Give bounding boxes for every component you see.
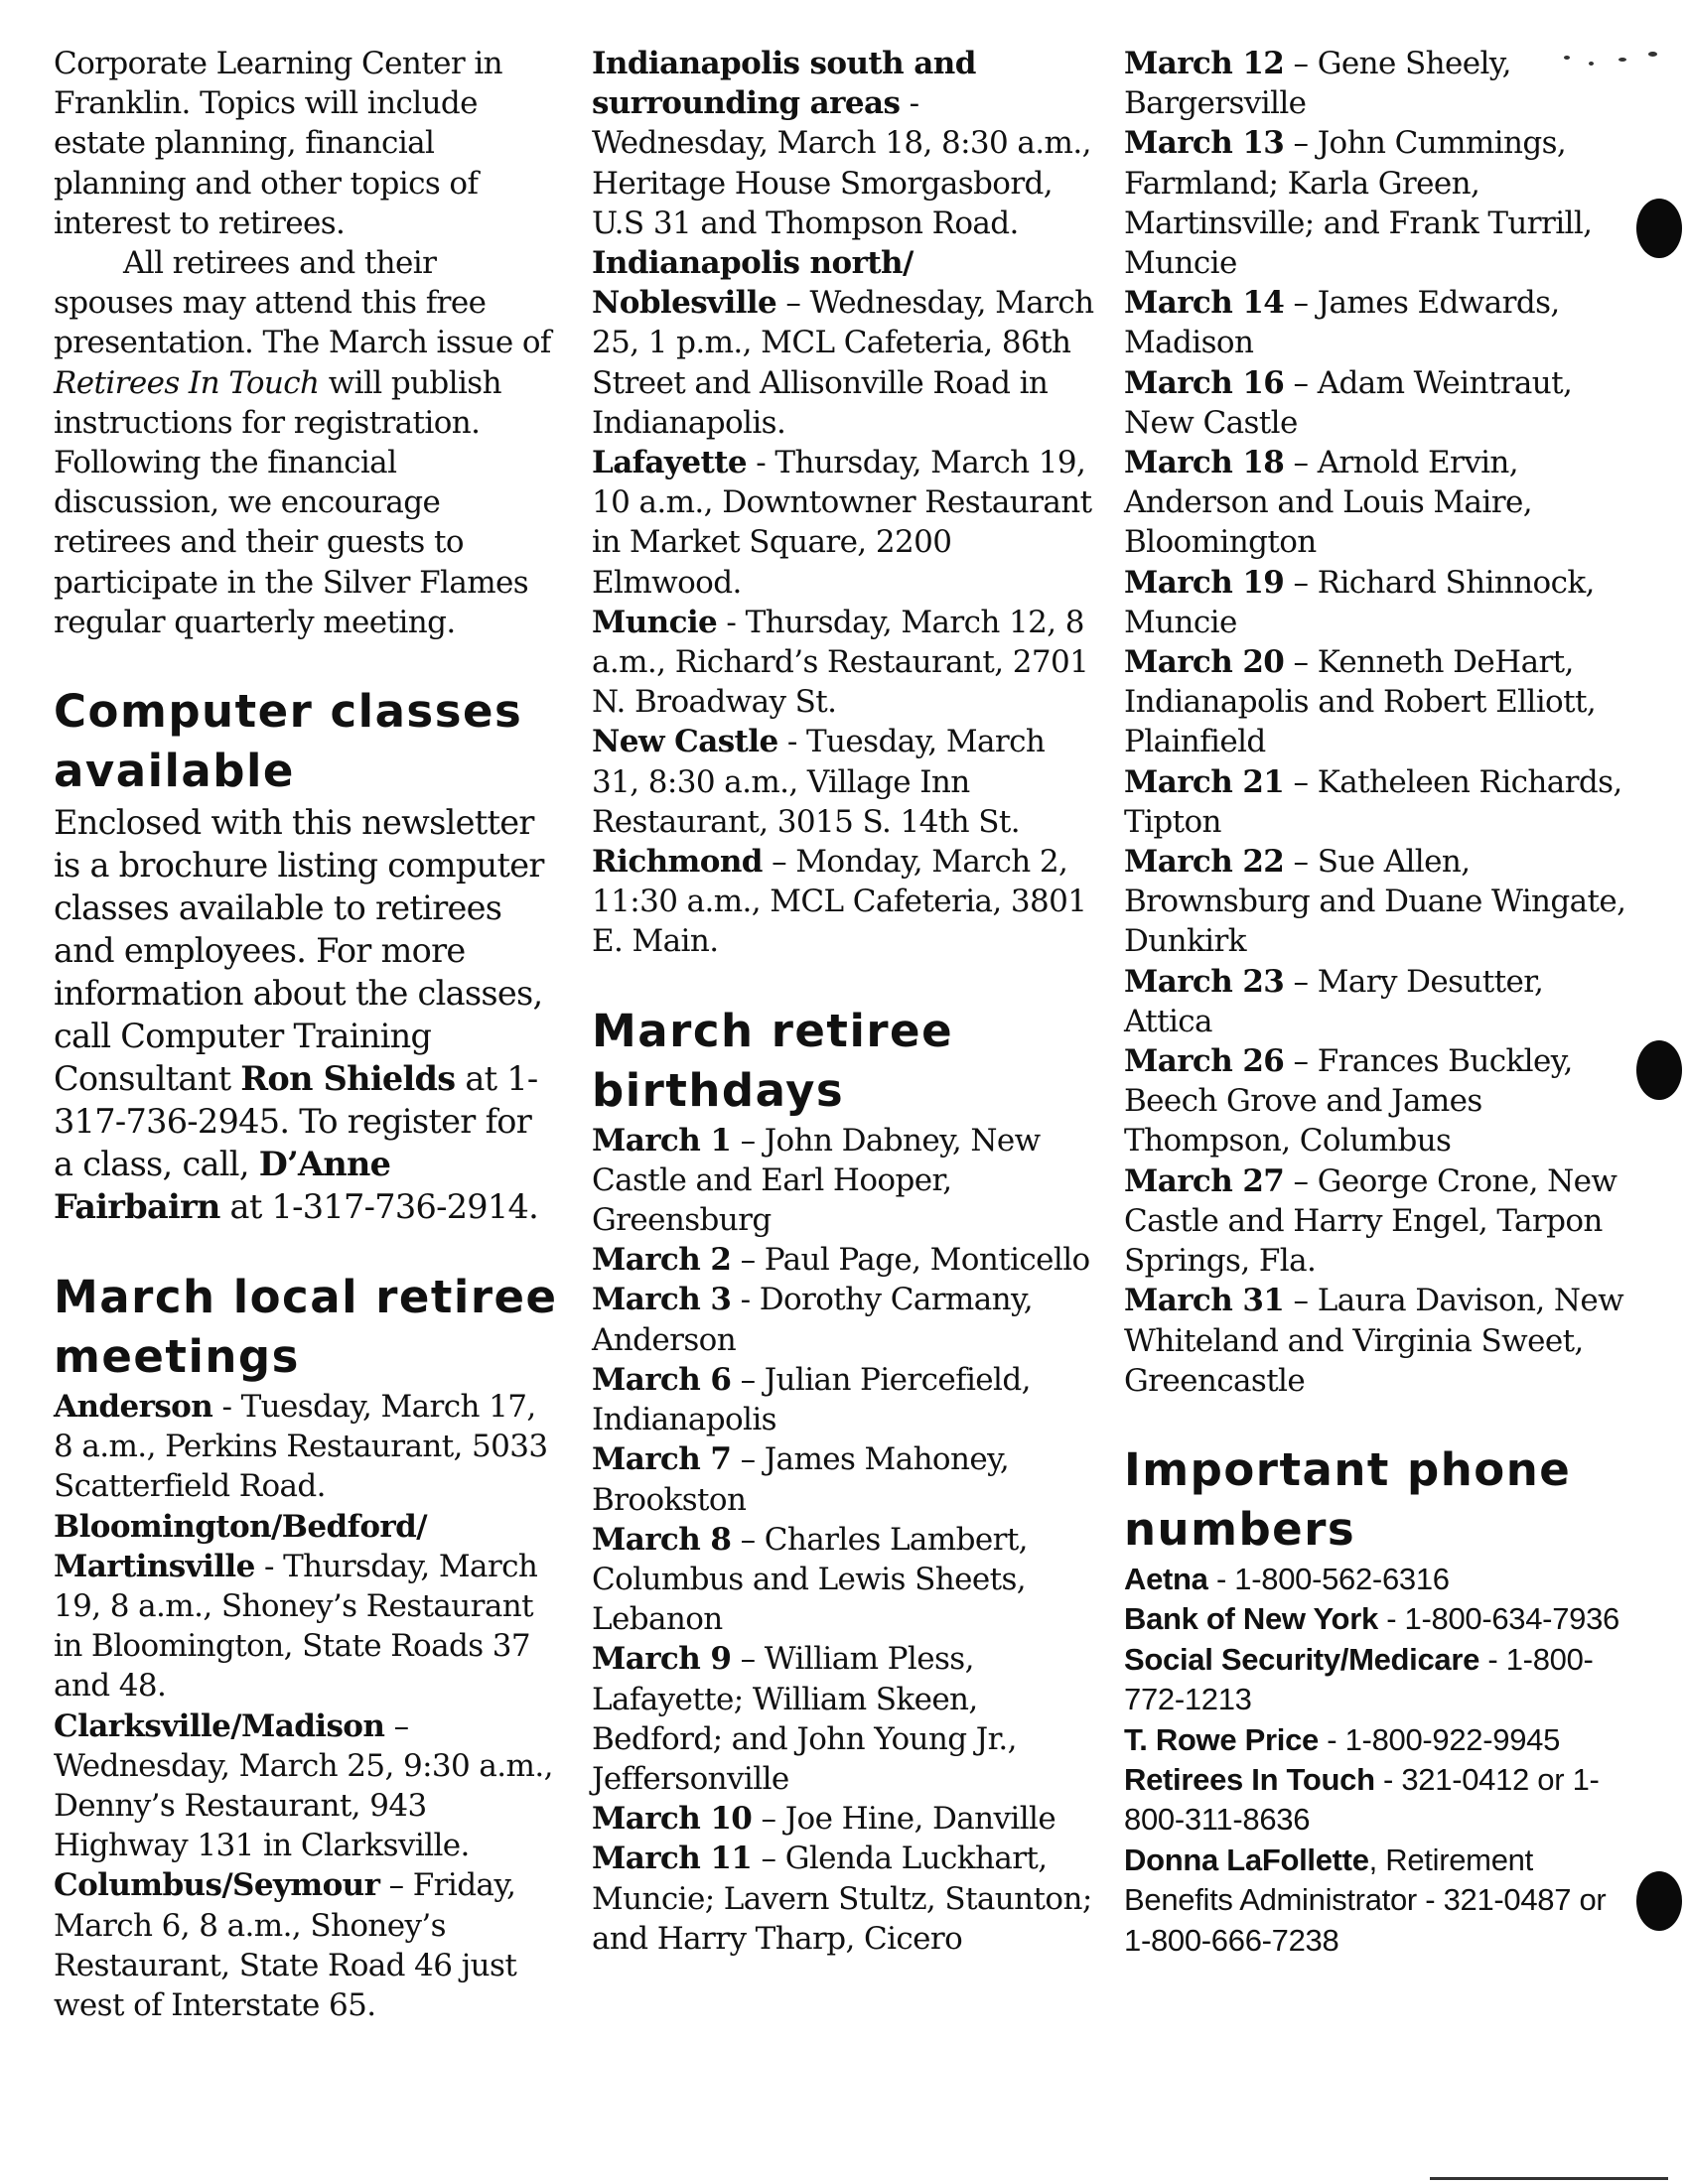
birthday-date: March 2 xyxy=(592,1242,732,1279)
birthday-sep: – xyxy=(1284,285,1318,322)
meeting-sep: - xyxy=(777,724,806,760)
birthday-entry xyxy=(592,1799,1098,1839)
meeting-details: Wednesday, March 25, 9:30 a.m., Denny’s Restaurant, 943 Highway 131 in Clarksville. xyxy=(54,1747,553,1864)
birthdays-heading: March retiree birthdays xyxy=(592,1004,954,1117)
birthday-date: March 26 xyxy=(1124,1043,1285,1080)
birthday-sep: – xyxy=(1284,564,1318,601)
birthday-sep: – xyxy=(1284,844,1318,881)
meeting-place: Columbus/Seymour xyxy=(54,1867,380,1904)
meetings-list-left xyxy=(54,1387,560,2025)
intro-paragraph: Corporate Learning Center in Franklin. Topics will include estate planning, financial planning and other topics of interest to retirees. xyxy=(54,46,503,241)
birthday-names: Sue Allen, Brownsburg and Duane Wingate, Dunkirk xyxy=(1124,844,1626,960)
meeting-place: Clarksville/Madison xyxy=(54,1707,385,1744)
birthdays-list-right xyxy=(1124,44,1640,1401)
birthday-sep: – xyxy=(1284,445,1318,481)
meeting-sep: - xyxy=(747,445,775,481)
birthday-entry xyxy=(1124,1281,1640,1401)
birthday-entry xyxy=(1124,762,1640,842)
birthday-names: Mary Desutter, Attica xyxy=(1124,963,1544,1039)
phone-entry-bank-of-new-york xyxy=(1124,1599,1640,1639)
birthday-names: Julian Piercefield, Indianapolis xyxy=(592,1361,1031,1438)
meeting-entry xyxy=(592,603,1098,723)
birthday-entry xyxy=(1124,962,1640,1041)
meeting-place: Lafayette xyxy=(592,445,748,481)
birthday-date: March 21 xyxy=(1124,763,1285,800)
phone-org: Donna LaFollette xyxy=(1124,1842,1369,1877)
spouses-text-b: will publish instructions for registration. Following the financial discussion, we encourage retirees and their guests to participate in the Silver Flames regular quarterly meeting. xyxy=(54,364,529,640)
birthday-entry xyxy=(592,1121,1098,1241)
meeting-sep: - xyxy=(900,85,919,122)
birthdays-list-middle xyxy=(592,1121,1098,1959)
birthday-date: March 23 xyxy=(1124,963,1285,1000)
phone-number: - 1-800-772-1213 xyxy=(1124,1641,1594,1717)
phone-number: - 1-800-922-9945 xyxy=(1318,1721,1561,1757)
spouses-paragraph xyxy=(54,243,560,642)
birthday-names: Kenneth DeHart, Indianapolis and Robert Elliott, Plainfield xyxy=(1124,644,1597,760)
birthday-entry xyxy=(1124,283,1640,362)
phone-entry-donna-lafollette xyxy=(1124,1841,1640,1961)
birthday-names: Laura Davison, New Whiteland and Virginia Sweet, Greencastle xyxy=(1124,1283,1624,1399)
birthday-entry xyxy=(592,1439,1098,1519)
meeting-sep: - xyxy=(212,1389,241,1426)
meeting-place: Anderson xyxy=(54,1389,213,1426)
newsletter-title-italic: Retirees In Touch xyxy=(54,364,320,401)
punch-hole-middle xyxy=(1636,1040,1682,1100)
meeting-place: Indianapolis north/ Noblesville xyxy=(592,245,914,322)
phone-numbers-heading: Important phone numbers xyxy=(1124,1442,1572,1556)
meeting-sep: - xyxy=(717,604,746,640)
birthday-entry xyxy=(1124,363,1640,443)
birthday-entry xyxy=(1124,842,1640,962)
computer-text-a: Enclosed with this newsletter is a brochure listing computer classes available to retirees and employees. For more information about the classes, call Computer Training Consultant xyxy=(54,803,544,1099)
meeting-entry xyxy=(592,243,1098,443)
meeting-place: New Castle xyxy=(592,724,778,760)
meetings-list-middle xyxy=(592,44,1098,962)
birthday-date: March 11 xyxy=(592,1841,753,1877)
meeting-place: Bloomington/Bedford/ Martinsville xyxy=(54,1508,427,1584)
birthday-entry xyxy=(592,1520,1098,1640)
meeting-entry xyxy=(592,44,1098,243)
phone-org: T. Rowe Price xyxy=(1124,1721,1319,1757)
birthday-sep: – xyxy=(1284,1162,1318,1199)
birthday-names: Frances Buckley, Beech Grove and James Thompson, Columbus xyxy=(1124,1043,1573,1160)
spouses-text-a: All retirees and their spouses may attend this free presentation. The March issue of xyxy=(54,245,551,361)
birthday-sep: – xyxy=(731,1521,765,1558)
phone-org: Bank of New York xyxy=(1124,1601,1378,1637)
phone-number: - 1-800-562-6316 xyxy=(1207,1561,1450,1596)
birthday-date: March 14 xyxy=(1124,285,1285,322)
birthday-date: March 31 xyxy=(1124,1283,1285,1319)
birthday-sep: – xyxy=(1284,125,1318,162)
birthday-sep: – xyxy=(1284,963,1318,1000)
phone-org: Aetna xyxy=(1124,1561,1208,1596)
birthday-date: March 22 xyxy=(1124,844,1285,881)
birthday-sep: – xyxy=(752,1801,785,1838)
meeting-entry xyxy=(592,443,1098,603)
meeting-sep: – xyxy=(776,285,810,322)
column-right xyxy=(1124,44,1640,1961)
birthday-names: Charles Lambert, Columbus and Lewis Sheets, Lebanon xyxy=(592,1521,1028,1638)
meeting-details: Tuesday, March 31, 8:30 a.m., Village Inn Restaurant, 3015 S. 14th St. xyxy=(592,724,1046,840)
birthday-names: Richard Shinnock, Muncie xyxy=(1124,564,1595,640)
birthday-names: Arnold Ervin, Anderson and Louis Maire, Bloomington xyxy=(1124,445,1532,561)
birthday-date: March 1 xyxy=(592,1122,732,1159)
meeting-entry xyxy=(592,842,1098,962)
phone-entry-social-security xyxy=(1124,1640,1640,1720)
computer-classes-paragraph xyxy=(54,801,560,1228)
birthday-names: Katheleen Richards, Tipton xyxy=(1124,763,1622,840)
meeting-details: Wednesday, March 18, 8:30 a.m., Heritage House Smorgasbord, U.S 31 and Thompson Road. xyxy=(592,125,1091,241)
scan-edge-line xyxy=(1430,2177,1668,2180)
birthday-entry xyxy=(1124,443,1640,563)
birthday-date: March 3 xyxy=(592,1282,732,1318)
birthday-names: Gene Sheely, Bargersville xyxy=(1124,46,1511,122)
local-meetings-heading: March local retiree meetings xyxy=(54,1271,558,1384)
meeting-entry xyxy=(592,722,1098,842)
meeting-details: Thursday, March 19, 8 a.m., Shoney’s Restaurant in Bloomington, State Roads 37 and 48. xyxy=(54,1548,538,1705)
birthday-date: March 7 xyxy=(592,1441,732,1478)
birthday-sep: – xyxy=(1284,763,1318,800)
meeting-details: Thursday, March 19, 10 a.m., Downtowner Restaurant in Market Square, 2200 Elmwood. xyxy=(592,445,1092,601)
birthday-entry xyxy=(1124,642,1640,762)
meeting-sep: – xyxy=(384,1707,409,1744)
meeting-details: Wednesday, March 25, 1 p.m., MCL Cafeteria, 86th Street and Allisonville Road in Indianapolis. xyxy=(592,285,1094,441)
birthday-entry xyxy=(592,1839,1098,1959)
birthday-sep: - xyxy=(731,1282,760,1318)
birthday-names: Dorothy Carmany, Anderson xyxy=(592,1282,1034,1358)
scan-speck xyxy=(1564,56,1570,60)
birthday-entry xyxy=(1124,563,1640,642)
meeting-entry xyxy=(54,1507,560,1706)
phone-number: , Retirement Benefits Administrator - 321-0487 or 1-800-666-7238 xyxy=(1124,1842,1607,1958)
birthday-entry xyxy=(592,1280,1098,1359)
birthday-entry xyxy=(1124,1041,1640,1161)
phone-org: Retirees In Touch xyxy=(1124,1761,1375,1797)
birthday-entry xyxy=(1124,1161,1640,1282)
column-left xyxy=(54,44,560,2025)
punch-hole-top xyxy=(1636,199,1682,258)
birthday-sep: – xyxy=(752,1841,785,1877)
birthday-date: March 8 xyxy=(592,1521,732,1558)
meeting-entry xyxy=(54,1706,560,1866)
meeting-entry xyxy=(54,1865,560,2025)
birthday-names: John Dabney, New Castle and Earl Hooper, Greensburg xyxy=(592,1122,1041,1239)
meeting-sep: – xyxy=(762,844,796,881)
meeting-details: Thursday, March 12, 8 a.m., Richard’s Restaurant, 2701 N. Broadway St. xyxy=(592,604,1089,721)
birthday-names: John Cummings, Farmland; Karla Green, Martinsville; and Frank Turrill, Muncie xyxy=(1124,125,1593,282)
birthday-names: Glenda Luckhart, Muncie; Lavern Stultz, Staunton; and Harry Tharp, Cicero xyxy=(592,1841,1092,1957)
phone-numbers-list xyxy=(1124,1560,1640,1961)
birthday-date: March 13 xyxy=(1124,125,1285,162)
meeting-place: Muncie xyxy=(592,604,718,640)
birthday-sep: – xyxy=(1284,46,1318,81)
birthday-sep: – xyxy=(731,1441,765,1478)
birthday-sep: – xyxy=(731,1641,765,1678)
birthday-sep: – xyxy=(731,1361,765,1398)
contact-danne-fairbairn: D’Anne Fairbairn xyxy=(54,1145,391,1227)
computer-classes-heading: Computer classes available xyxy=(54,685,523,798)
meeting-entry xyxy=(54,1387,560,1507)
birthday-sep: – xyxy=(1284,1043,1318,1080)
computer-text-b: at 1-317-736-2945. To register for a class, call, xyxy=(54,1059,538,1184)
birthday-entry xyxy=(1124,123,1640,283)
birthday-entry xyxy=(592,1639,1098,1799)
punch-hole-bottom xyxy=(1636,1871,1682,1931)
birthday-names: Joe Hine, Danville xyxy=(784,1801,1056,1838)
birthday-sep: – xyxy=(731,1122,765,1159)
phone-org: Social Security/Medicare xyxy=(1124,1641,1480,1677)
birthday-date: March 6 xyxy=(592,1361,732,1398)
birthday-sep: – xyxy=(1284,364,1318,401)
meeting-sep: – xyxy=(379,1867,413,1904)
meeting-details: Monday, March 2, 11:30 a.m., MCL Cafeteria, 3801 E. Main. xyxy=(592,844,1087,960)
meeting-place: Indianapolis south and surrounding areas xyxy=(592,46,976,122)
phone-entry-retirees-in-touch xyxy=(1124,1760,1640,1841)
phone-number: - 321-0412 or 1-800-311-8636 xyxy=(1124,1761,1600,1838)
birthday-date: March 18 xyxy=(1124,445,1285,481)
column-middle xyxy=(592,44,1098,1959)
phone-entry-t-rowe-price xyxy=(1124,1720,1640,1760)
birthday-sep: – xyxy=(1284,644,1318,681)
birthday-entry xyxy=(592,1240,1098,1280)
birthday-entry xyxy=(592,1360,1098,1439)
birthday-names: Paul Page, Monticello xyxy=(764,1242,1090,1279)
birthday-names: William Pless, Lafayette; William Skeen, Bedford; and John Young Jr., Jeffersonville xyxy=(592,1641,1017,1797)
birthday-date: March 12 xyxy=(1124,46,1285,81)
birthday-names: James Mahoney, Brookston xyxy=(592,1441,1010,1518)
birthday-date: March 9 xyxy=(592,1641,732,1678)
meeting-details: Tuesday, March 17, 8 a.m., Perkins Restaurant, 5033 Scatterfield Road. xyxy=(54,1389,548,1505)
birthday-date: March 10 xyxy=(592,1801,753,1838)
computer-text-c: at 1-317-736-2914. xyxy=(219,1187,539,1227)
birthday-date: March 16 xyxy=(1124,364,1285,401)
birthday-names: George Crone, New Castle and Harry Engel, Tarpon Springs, Fla. xyxy=(1124,1162,1618,1280)
contact-ron-shields: Ron Shields xyxy=(240,1059,456,1099)
birthday-names: Adam Weintraut, New Castle xyxy=(1124,364,1573,441)
scan-speck xyxy=(1589,62,1594,66)
meeting-place: Richmond xyxy=(592,844,763,881)
birthday-date: March 19 xyxy=(1124,564,1285,601)
birthday-entry xyxy=(1124,44,1640,123)
birthday-date: March 20 xyxy=(1124,644,1285,681)
scan-speck xyxy=(1648,52,1657,57)
birthday-sep: – xyxy=(1284,1283,1318,1319)
phone-entry-aetna xyxy=(1124,1560,1640,1599)
birthday-date: March 27 xyxy=(1124,1162,1285,1199)
phone-number: - 1-800-634-7936 xyxy=(1377,1601,1619,1637)
meeting-sep: - xyxy=(254,1548,284,1584)
meeting-details: Friday, March 6, 8 a.m., Shoney’s Restaurant, State Road 46 just west of Interstate 65. xyxy=(54,1867,517,2024)
scan-speck xyxy=(1618,58,1626,62)
birthday-sep: – xyxy=(731,1242,765,1279)
birthday-names: James Edwards, Madison xyxy=(1124,285,1560,361)
